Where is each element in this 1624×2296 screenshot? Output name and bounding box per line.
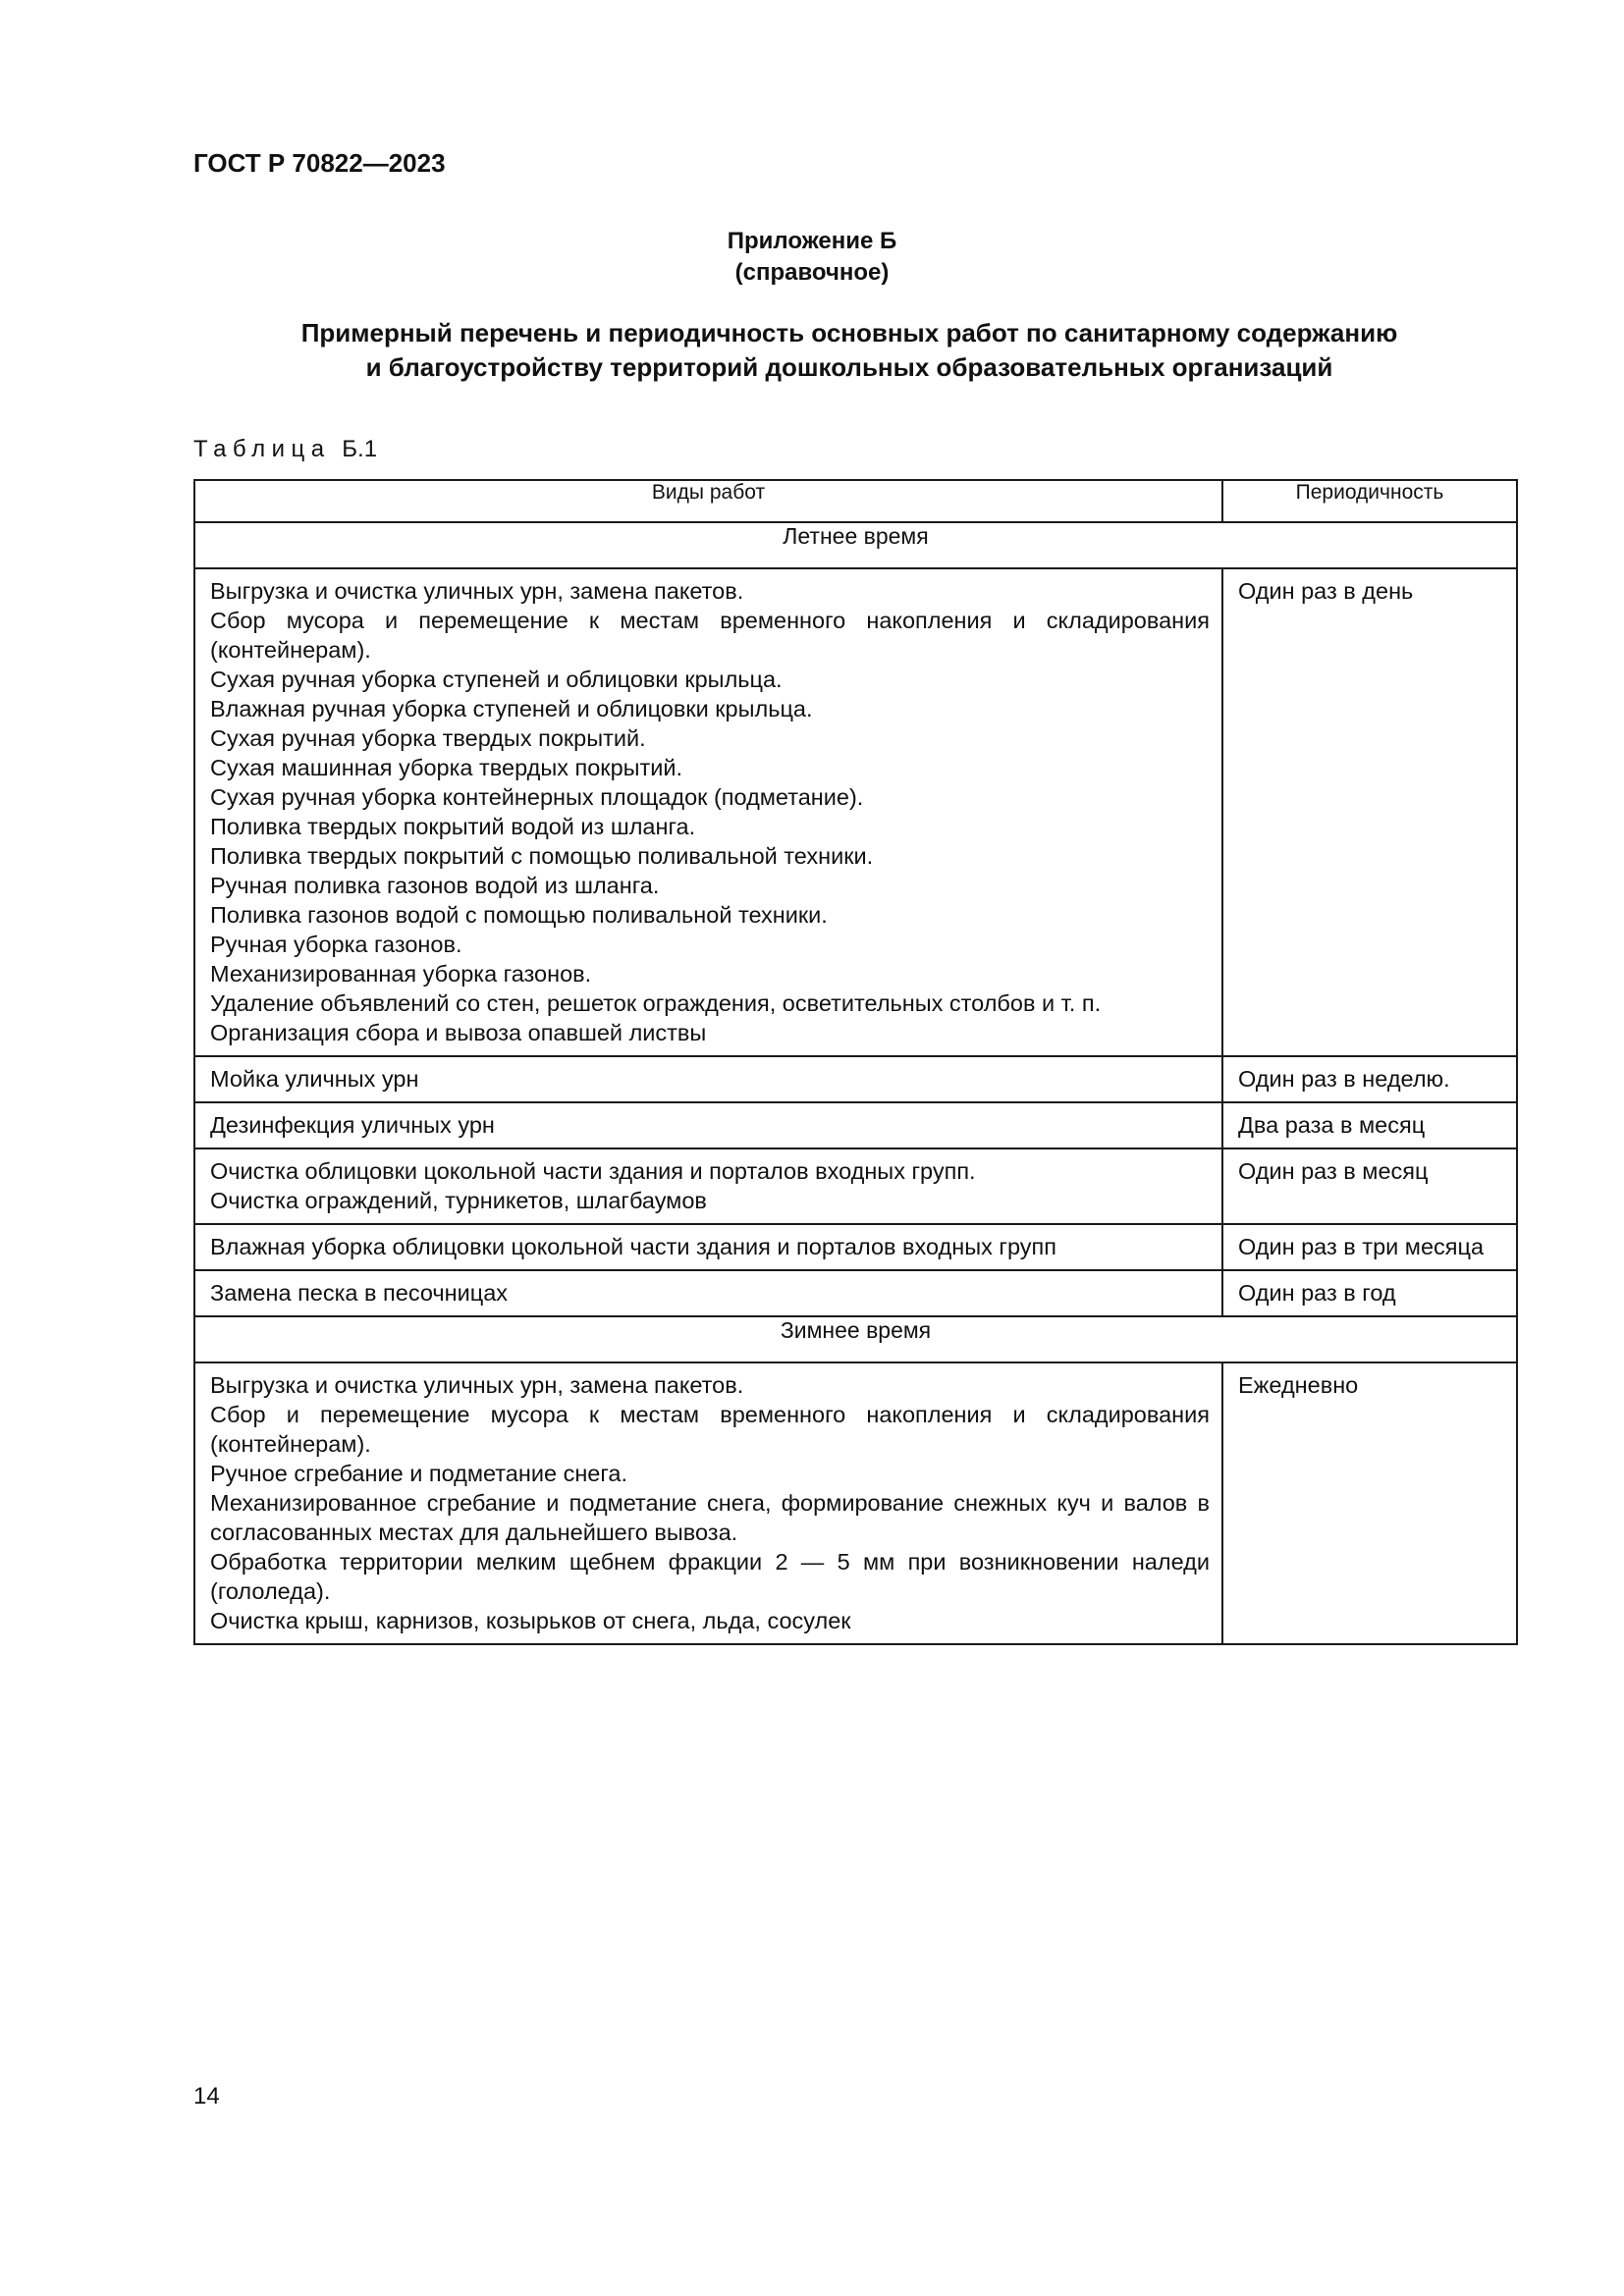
- section-title: Летнее время: [194, 522, 1517, 568]
- work-item: Очистка ограждений, турникетов, шлагбаумов: [210, 1188, 707, 1213]
- table-row: [194, 1148, 1517, 1224]
- work-item: Механизированное сгребание и подметание снега, формирование снежных куч и валов в согласованных местах для дальнейшего вывоза.: [210, 1490, 1210, 1545]
- column-header-period: Периодичность: [1222, 480, 1517, 522]
- section-row: [194, 1316, 1517, 1362]
- work-item: Замена песка в песочницах: [210, 1280, 509, 1306]
- table-row: [194, 1270, 1517, 1316]
- work-item: Очистка крыш, карнизов, козырьков от снега, льда, сосулек: [210, 1608, 851, 1633]
- work-item: Сухая машинная уборка твердых покрытий.: [210, 755, 683, 780]
- work-item: Мойка уличных урн: [210, 1066, 419, 1092]
- works-table: [193, 479, 1518, 1645]
- work-item: Удаление объявлений со стен, решеток ограждения, осветительных столбов и т. п.: [210, 990, 1102, 1016]
- work-item: Выгрузка и очистка уличных урн, замена пакетов.: [210, 1372, 744, 1398]
- work-item: Поливка твердых покрытий с помощью поливальной техники.: [210, 843, 874, 869]
- works-cell: [194, 1056, 1222, 1102]
- annex-kind: (справочное): [734, 259, 890, 286]
- work-item: Обработка территории мелким щебнем фракции 2 — 5 мм при возникновении наледи (гололеда).: [210, 1549, 1210, 1604]
- work-item: Влажная ручная уборка ступеней и облицовки крыльца.: [210, 696, 813, 721]
- table-body: [194, 522, 1517, 1644]
- works-cell: [194, 1362, 1222, 1644]
- table-row: [194, 1224, 1517, 1270]
- works-cell: [194, 1270, 1222, 1316]
- work-item: Организация сбора и вывоза опавшей листвы: [210, 1020, 707, 1045]
- title-line-1: Примерный перечень и периодичность основных работ по санитарному содержанию: [300, 318, 1398, 347]
- period-cell: Один раз в три месяца: [1222, 1224, 1517, 1270]
- document-code: ГОСТ Р 70822—2023: [193, 148, 446, 178]
- works-cell: [194, 1148, 1222, 1224]
- table-caption-word: Таблица: [193, 436, 331, 462]
- work-item: Выгрузка и очистка уличных урн, замена пакетов.: [210, 578, 744, 604]
- work-item: Сбор и перемещение мусора к местам временного накопления и складирования (контейнерам).: [210, 1402, 1210, 1457]
- page-number: 14: [193, 2083, 220, 2109]
- work-item: Сухая ручная уборка твердых покрытий.: [210, 725, 646, 751]
- work-item: Поливка твердых покрытий водой из шланга.: [210, 814, 696, 839]
- period-cell: Ежедневно: [1222, 1362, 1517, 1644]
- work-item: Сухая ручная уборка контейнерных площадок (подметание).: [210, 784, 864, 810]
- period-cell: Один раз в день: [1222, 568, 1517, 1056]
- table-row: [194, 1056, 1517, 1102]
- column-header-works: Виды работ: [194, 480, 1222, 522]
- period-cell: Один раз в год: [1222, 1270, 1517, 1316]
- work-item: Дезинфекция уличных урн: [210, 1112, 495, 1138]
- work-item: Влажная уборка облицовки цокольной части здания и порталов входных групп: [210, 1234, 1056, 1259]
- table-header-row: [194, 480, 1517, 522]
- page-title: [226, 316, 1473, 385]
- works-cell: [194, 568, 1222, 1056]
- title-line-2: и благоустройству территорий дошкольных образовательных организаций: [365, 352, 1333, 382]
- table-caption: [193, 436, 377, 463]
- work-item: Ручное сгребание и подметание снега.: [210, 1461, 628, 1486]
- works-cell: [194, 1102, 1222, 1148]
- period-cell: Один раз в неделю.: [1222, 1056, 1517, 1102]
- annex-heading: [0, 226, 1624, 289]
- work-item: Поливка газонов водой с помощью поливальной техники.: [210, 902, 828, 928]
- work-item: Сухая ручная уборка ступеней и облицовки крыльца.: [210, 667, 783, 692]
- work-item: Сбор мусора и перемещение к местам временного накопления и складирования (контейнерам).: [210, 608, 1210, 663]
- annex-label: Приложение Б: [727, 228, 897, 254]
- work-item: Ручная поливка газонов водой из шланга.: [210, 873, 660, 898]
- table-row: [194, 1362, 1517, 1644]
- work-item: Механизированная уборка газонов.: [210, 961, 592, 987]
- period-cell: Один раз в месяц: [1222, 1148, 1517, 1224]
- table-row: [194, 568, 1517, 1056]
- period-cell: Два раза в месяц: [1222, 1102, 1517, 1148]
- section-title: Зимнее время: [194, 1316, 1517, 1362]
- table-row: [194, 1102, 1517, 1148]
- section-row: [194, 522, 1517, 568]
- work-item: Ручная уборка газонов.: [210, 932, 462, 957]
- table-caption-number: Б.1: [342, 436, 378, 462]
- work-item: Очистка облицовки цокольной части здания и порталов входных групп.: [210, 1158, 976, 1184]
- works-cell: [194, 1224, 1222, 1270]
